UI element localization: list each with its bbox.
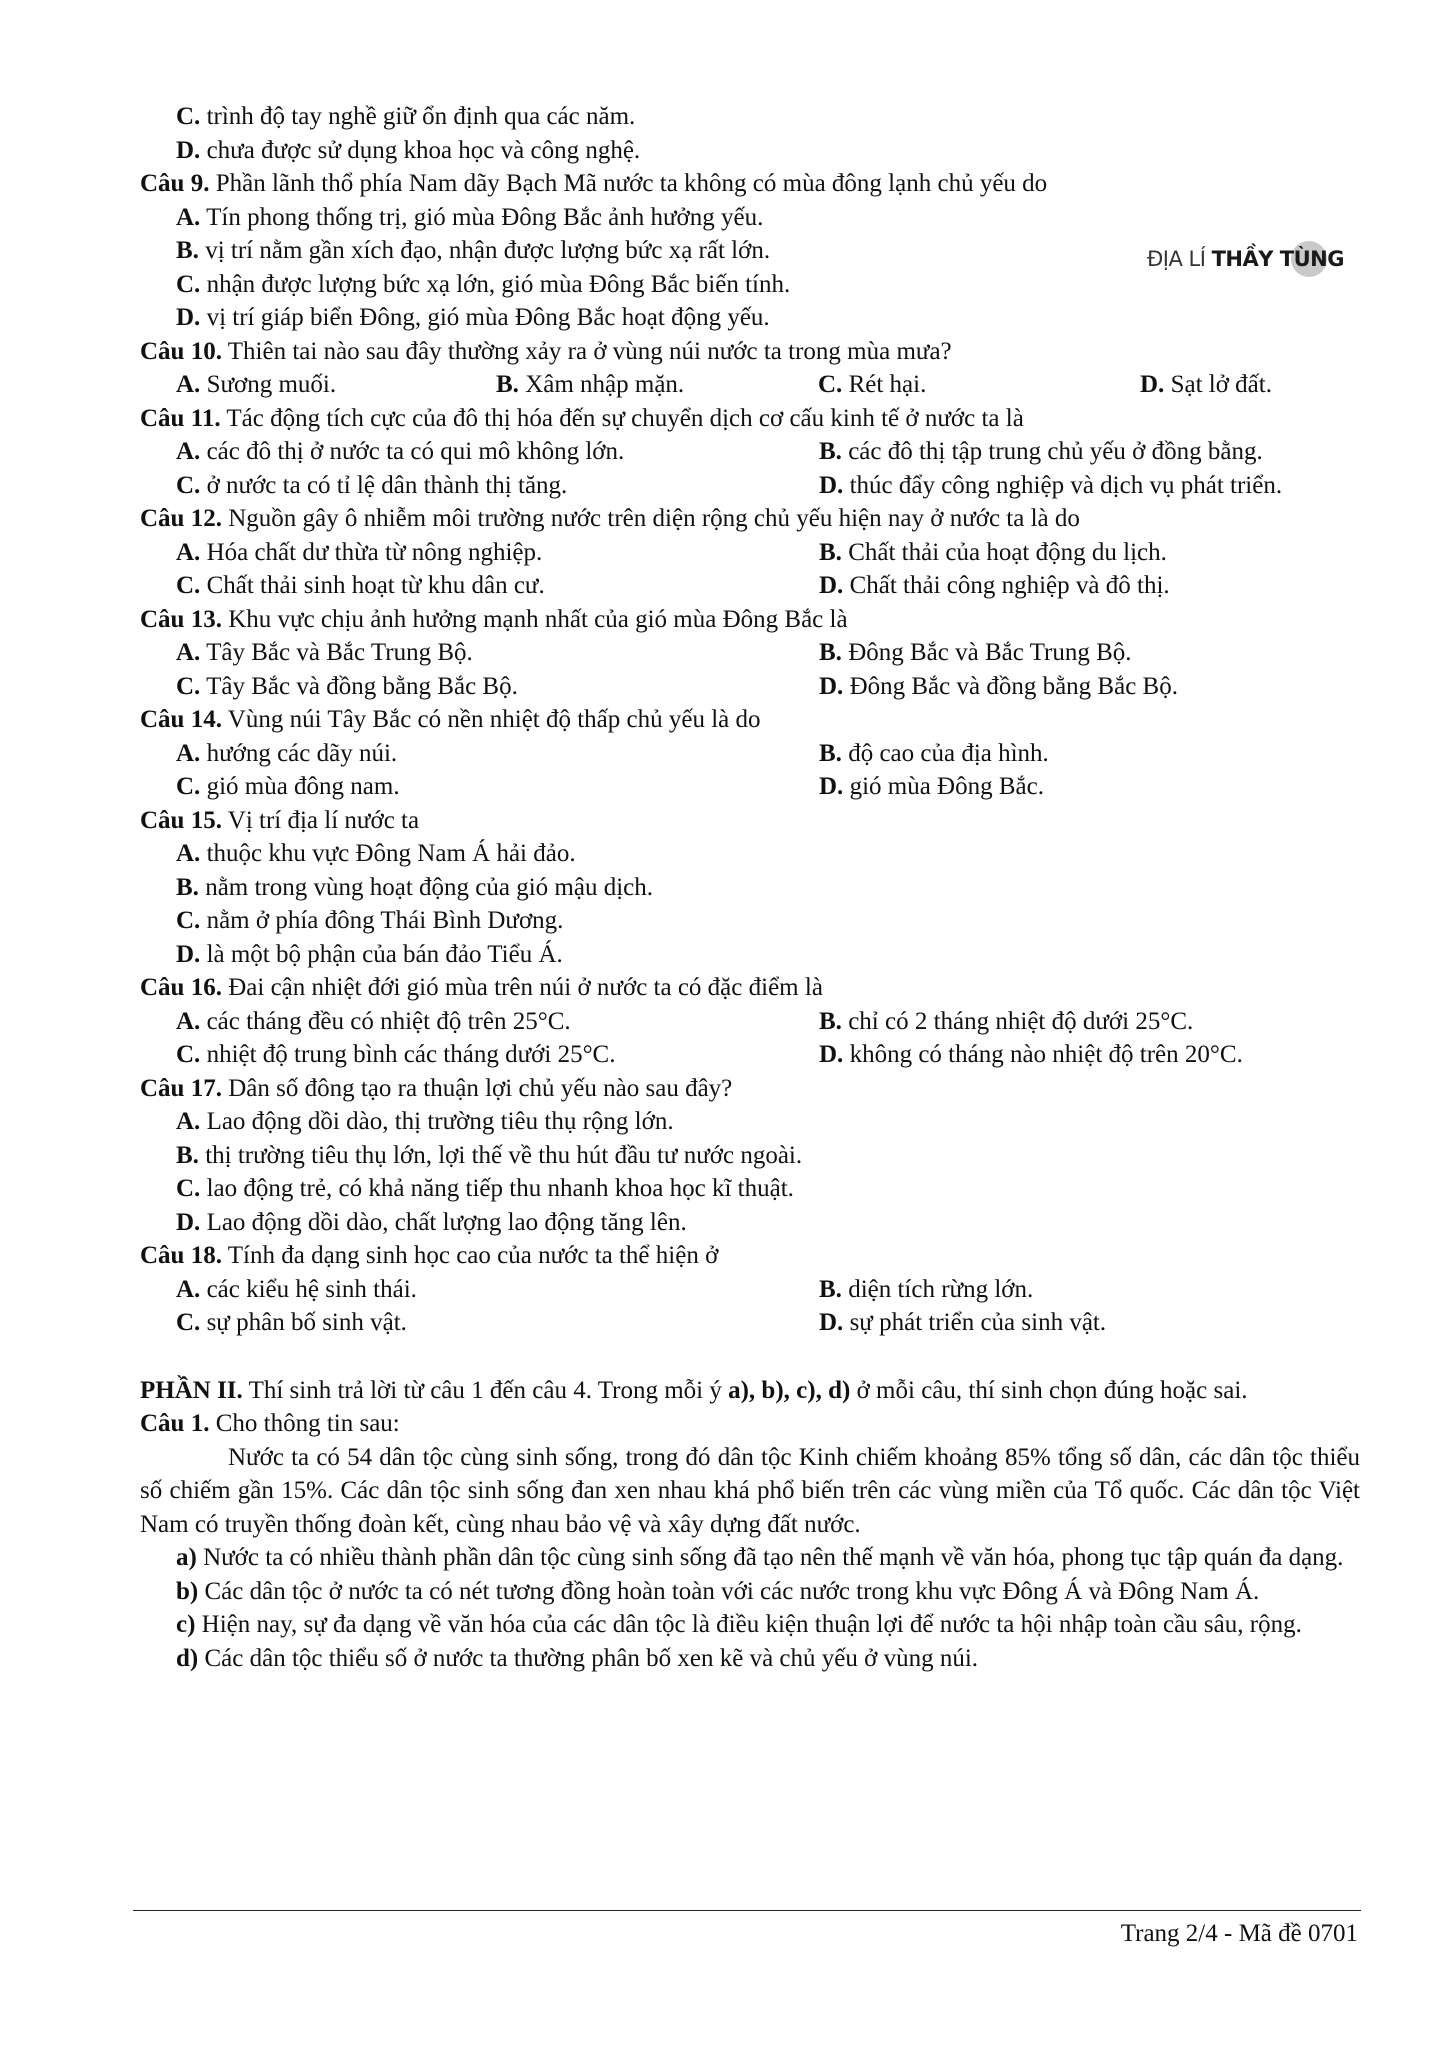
page-footer: Trang 2/4 - Mã đề 0701	[1120, 1920, 1358, 1947]
q11-option-d: D. thúc đẩy công nghiệp và dịch vụ phát triển.	[819, 471, 1283, 499]
q18-options-cd	[140, 1306, 1360, 1340]
question-16: Câu 16. Đai cận nhiệt đới gió mùa trên núi ở nước ta có đặc điểm là	[140, 974, 823, 1001]
q17-option-c: C. lao động trẻ, có khả năng tiếp thu nhanh khoa học kĩ thuật.	[176, 1175, 794, 1202]
q9-option-a: A. Tín phong thống trị, gió mùa Đông Bắc ảnh hưởng yếu.	[176, 203, 764, 231]
q16-option-c: C. nhiệt độ trung bình các tháng dưới 25°C.	[176, 1041, 616, 1068]
q12-option-b: B. Chất thải của hoạt động du lịch.	[819, 538, 1167, 566]
q10-option-b: B. Xâm nhập mặn.	[496, 371, 685, 398]
q18-option-c: C. sự phân bố sinh vật.	[176, 1309, 407, 1336]
q12-option-c: C. Chất thải sinh hoạt từ khu dân cư.	[176, 572, 545, 599]
q11-options-ab	[140, 435, 1360, 469]
q17-option-a: A. Lao động dồi dào, thị trường tiêu thụ rộng lớn.	[176, 1108, 674, 1135]
part2-question-1: Câu 1. Cho thông tin sau:	[140, 1410, 400, 1437]
q18-option-a: A. các kiểu hệ sinh thái.	[176, 1275, 417, 1303]
q13-option-b: B. Đông Bắc và Bắc Trung Bộ.	[819, 639, 1132, 666]
q13-options-ab	[140, 636, 1360, 670]
q16-option-a: A. các tháng đều có nhiệt độ trên 25°C.	[176, 1007, 571, 1035]
q12-option-d: D. Chất thải công nghiệp và đô thị.	[819, 572, 1170, 599]
q13-option-a: A. Tây Bắc và Bắc Trung Bộ.	[176, 639, 473, 666]
q17-option-d: D. Lao động dồi dào, chất lượng lao động tăng lên.	[176, 1208, 687, 1236]
q16-option-d: D. không có tháng nào nhiệt độ trên 20°C.	[819, 1041, 1243, 1068]
q11-options-cd	[140, 469, 1360, 503]
q14-option-d: D. gió mùa Đông Bắc.	[819, 773, 1044, 800]
question-12: Câu 12. Nguồn gây ô nhiễm môi trường nước trên diện rộng chủ yếu hiện nay ở nước ta là do	[140, 505, 1080, 532]
q14-option-c: C. gió mùa đông nam.	[176, 773, 400, 800]
q8-option-c: C. trình độ tay nghề giữ ổn định qua các năm.	[176, 103, 636, 130]
q15-option-a: A. thuộc khu vực Đông Nam Á hải đảo.	[176, 840, 576, 867]
question-17: Câu 17. Dân số đông tạo ra thuận lợi chủ yếu nào sau đây?	[140, 1074, 733, 1102]
q12-options-ab	[140, 536, 1360, 570]
question-18: Câu 18. Tính đa dạng sinh học cao của nước ta thể hiện ở	[140, 1242, 719, 1269]
question-11: Câu 11. Tác động tích cực của đô thị hóa đến sự chuyển dịch cơ cấu kinh tế ở nước ta là	[140, 404, 1024, 432]
q17-option-b: B. thị trường tiêu thụ lớn, lợi thế về thu hút đầu tư nước ngoài.	[176, 1141, 803, 1169]
statement-d: d) Các dân tộc thiểu số ở nước ta thường phân bố xen kẽ và chủ yếu ở vùng núi.	[176, 1644, 979, 1672]
q9-option-d: D. vị trí giáp biển Đông, gió mùa Đông Bắc hoạt động yếu.	[176, 304, 770, 331]
q10-options	[140, 368, 1360, 402]
question-14: Câu 14. Vùng núi Tây Bắc có nền nhiệt độ thấp chủ yếu là do	[140, 706, 761, 733]
q14-option-a: A. hướng các dãy núi.	[176, 739, 398, 767]
q15-option-d: D. là một bộ phận của bán đảo Tiểu Á.	[176, 940, 563, 968]
watermark-logo: ĐỊA LÍ THẦY TÙNG	[1147, 241, 1327, 285]
q9-option-c: C. nhận được lượng bức xạ lớn, gió mùa Đông Bắc biến tính.	[176, 270, 791, 298]
statement-b: b) Các dân tộc ở nước ta có nét tương đồng hoàn toàn với các nước trong khu vực Đông Á và Đông Nam Á.	[176, 1577, 1260, 1605]
q16-option-b: B. chỉ có 2 tháng nhiệt độ dưới 25°C.	[819, 1007, 1194, 1035]
q13-options-cd	[140, 670, 1360, 704]
q14-option-b: B. độ cao của địa hình.	[819, 739, 1049, 767]
q14-options-ab	[140, 737, 1360, 771]
q10-option-c: C. Rét hại.	[818, 371, 927, 398]
info-passage: Nước ta có 54 dân tộc cùng sinh sống, trong đó dân tộc Kinh chiếm khoảng 85% tổng số dân, các dân tộc thiểu số chiếm gần 15%. Các dân tộc sinh sống đan xen nhau khá phổ biến trên các vùng miền của Tổ quốc. Các dân tộc Việt Nam có truyền thống đoàn kết, cùng nhau bảo vệ và xây dựng đất nước.	[140, 1443, 1360, 1538]
exam-page	[140, 100, 1360, 1675]
question-15: Câu 15. Vị trí địa lí nước ta	[140, 806, 420, 834]
question-9: Câu 9. Phần lãnh thổ phía Nam dãy Bạch Mã nước ta không có mùa đông lạnh chủ yếu do	[140, 170, 1048, 197]
question-13: Câu 13. Khu vực chịu ảnh hưởng mạnh nhất của gió mùa Đông Bắc là	[140, 605, 848, 633]
q11-option-c: C. ở nước ta có tỉ lệ dân thành thị tăng.	[176, 471, 568, 499]
q12-option-a: A. Hóa chất dư thừa từ nông nghiệp.	[176, 538, 543, 566]
q10-option-a: A. Sương muối.	[176, 371, 337, 398]
q18-option-d: D. sự phát triển của sinh vật.	[819, 1309, 1107, 1336]
q13-option-c: C. Tây Bắc và đồng bằng Bắc Bộ.	[176, 672, 518, 700]
q15-option-c: C. nằm ở phía đông Thái Bình Dương.	[176, 907, 564, 934]
footer-divider	[133, 1910, 1361, 1911]
statement-a: a) Nước ta có nhiều thành phần dân tộc cùng sinh sống đã tạo nên thế mạnh về văn hóa, phong tục tập quán đa dạng.	[176, 1544, 1344, 1571]
q16-options-ab	[140, 1005, 1360, 1039]
question-10: Câu 10. Thiên tai nào sau đây thường xảy ra ở vùng núi nước ta trong mùa mưa?	[140, 337, 952, 365]
q18-options-ab	[140, 1273, 1360, 1307]
statement-c: c) Hiện nay, sự đa dạng về văn hóa của các dân tộc là điều kiện thuận lợi để nước ta hội nhập toàn cầu sâu, rộng.	[176, 1611, 1302, 1638]
q8-option-d: D. chưa được sử dụng khoa học và công nghệ.	[176, 136, 641, 164]
q18-option-b: B. diện tích rừng lớn.	[819, 1275, 1034, 1303]
q14-options-cd	[140, 770, 1360, 804]
q9-option-b: B. vị trí nằm gần xích đạo, nhận được lượng bức xạ rất lớn.	[176, 237, 771, 264]
q11-option-b: B. các đô thị tập trung chủ yếu ở đồng bằng.	[819, 438, 1263, 465]
part-2-instructions: PHẦN II. Thí sinh trả lời từ câu 1 đến câu 4. Trong mỗi ý a), b), c), d) ở mỗi câu, thí sinh chọn đúng hoặc sai.	[140, 1376, 1248, 1404]
q16-options-cd	[140, 1038, 1360, 1072]
q12-options-cd	[140, 569, 1360, 603]
q11-option-a: A. các đô thị ở nước ta có qui mô không lớn.	[176, 438, 625, 465]
q10-option-d: D. Sạt lở đất.	[1140, 371, 1272, 398]
q13-option-d: D. Đông Bắc và đồng bằng Bắc Bộ.	[819, 672, 1178, 700]
q15-option-b: B. nằm trong vùng hoạt động của gió mậu dịch.	[176, 873, 654, 901]
